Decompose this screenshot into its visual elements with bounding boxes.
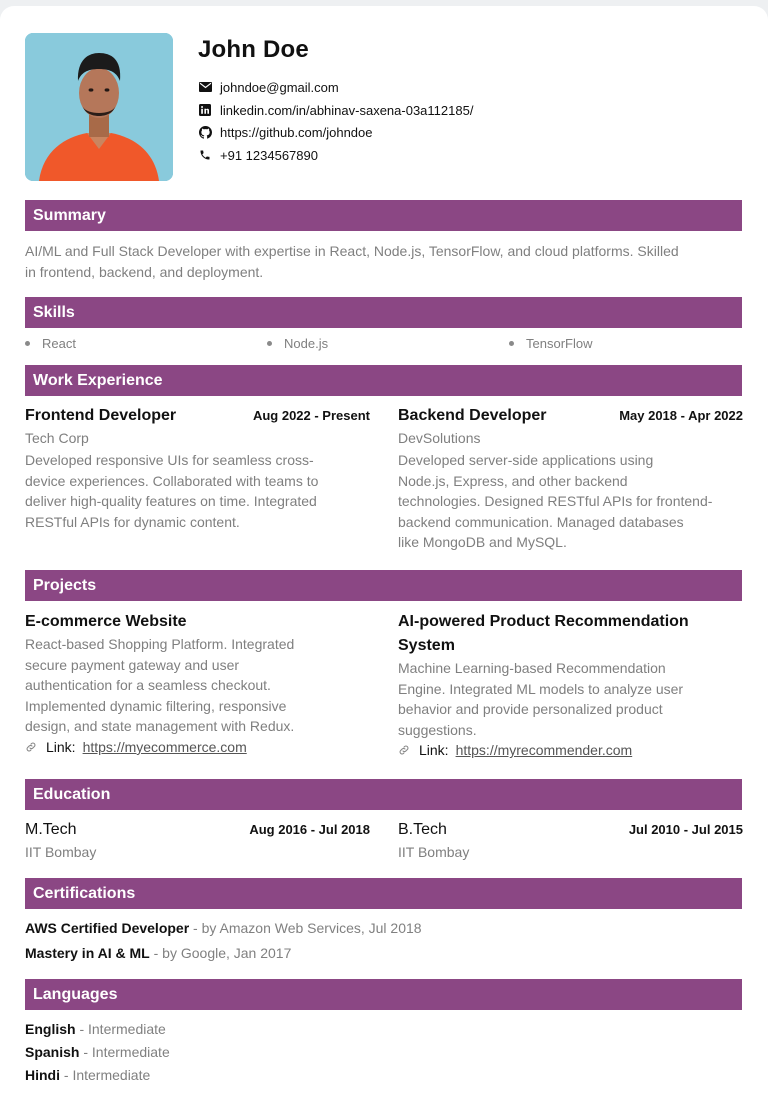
section-projects-header: Projects: [25, 570, 742, 601]
skill-item: React: [25, 336, 76, 351]
contact-phone[interactable]: +91 1234567890: [198, 144, 473, 167]
school-name: IIT Bombay: [398, 844, 470, 860]
language-level: - Intermediate: [60, 1067, 151, 1083]
education-dates: Aug 2016 - Jul 2018: [249, 822, 370, 837]
desc-line: Node.js, Express, and other backend: [398, 472, 628, 489]
project-description: [25, 634, 370, 737]
certification-name: Mastery in AI & ML: [25, 945, 150, 961]
certification-item: [25, 945, 291, 961]
phone-icon: [198, 148, 212, 162]
section-certifications-header: Certifications: [25, 878, 742, 909]
job-dates: May 2018 - Apr 2022: [619, 408, 743, 423]
contact-github[interactable]: https://github.com/johndoe: [198, 121, 473, 144]
skills-list: [25, 336, 742, 354]
contact-linkedin[interactable]: linkedin.com/in/abhinav-saxena-03a112185/: [198, 99, 473, 122]
language-item: [25, 1044, 170, 1060]
project-link[interactable]: https://myrecommender.com: [455, 742, 633, 759]
desc-line: RESTful APIs for dynamic content.: [25, 513, 240, 530]
summary-line: AI/ML and Full Stack Developer with expertise in React, Node.js, TensorFlow, and cloud platforms. Skilled: [25, 243, 679, 259]
resume-header: [25, 33, 742, 181]
degree: M.Tech: [25, 821, 77, 838]
language-item: [25, 1021, 166, 1037]
contact-list: [198, 76, 473, 167]
desc-line: deliver high-quality features on time. Integrated: [25, 493, 317, 510]
language-level: - Intermediate: [79, 1044, 170, 1060]
skill-item: TensorFlow: [509, 336, 592, 351]
linkedin-icon: [198, 103, 212, 117]
section-summary-header: Summary: [25, 200, 742, 231]
desc-line: Implemented dynamic filtering, responsive: [25, 697, 287, 714]
project-link-row: [25, 739, 370, 755]
project-title: [398, 610, 743, 658]
work-item: [398, 407, 743, 553]
project-link[interactable]: https://myecommerce.com: [82, 738, 247, 755]
language-name: English: [25, 1021, 76, 1037]
section-languages-header: Languages: [25, 979, 742, 1010]
job-description: [25, 450, 370, 532]
project-description: [398, 658, 743, 740]
contact-email[interactable]: johndoe@gmail.com: [198, 76, 473, 99]
language-level: - Intermediate: [75, 1021, 166, 1037]
title-line: AI-powered Product Recommendation: [398, 613, 689, 630]
school-name: IIT Bombay: [25, 844, 97, 860]
section-skills-header: Skills: [25, 297, 742, 328]
desc-line: technologies. Designed RESTful APIs for frontend-: [398, 493, 713, 510]
desc-line: Engine. Integrated ML models to analyze user: [398, 680, 684, 697]
job-dates: Aug 2022 - Present: [252, 408, 370, 423]
desc-line: suggestions.: [398, 721, 477, 738]
degree: B.Tech: [398, 821, 447, 838]
desc-line: Machine Learning-based Recommendation: [398, 660, 666, 676]
bullet-icon: [509, 341, 514, 346]
company-name: DevSolutions: [398, 430, 481, 446]
language-name: Spanish: [25, 1044, 80, 1060]
desc-line: authentication for a seamless checkout.: [25, 677, 271, 694]
desc-line: React-based Shopping Platform. Integrated: [25, 636, 295, 652]
link-icon: [398, 744, 410, 756]
project-item: [398, 610, 743, 758]
desc-line: Developed server-side applications using: [398, 452, 654, 468]
job-description: [398, 450, 743, 553]
link-icon: [25, 741, 37, 753]
desc-line: backend communication. Managed databases: [398, 513, 684, 530]
certification-item: [25, 920, 422, 936]
title-line: System: [398, 637, 455, 654]
project-title: E-commerce Website: [25, 613, 187, 630]
bullet-icon: [25, 341, 30, 346]
language-item: [25, 1067, 150, 1083]
link-label: Link:: [46, 738, 76, 755]
profile-photo: [25, 33, 173, 181]
resume-page: [0, 6, 768, 1095]
github-icon: [198, 126, 212, 140]
education-item: [398, 821, 743, 860]
education-item: [25, 821, 370, 860]
desc-line: like MongoDB and MySQL.: [398, 534, 567, 551]
section-education-header: Education: [25, 779, 742, 810]
education-dates: Jul 2010 - Jul 2015: [628, 822, 743, 837]
desc-line: Developed responsive UIs for seamless cross-: [25, 452, 314, 468]
company-name: Tech Corp: [25, 430, 89, 446]
work-item: [25, 407, 370, 532]
project-link-row: [398, 742, 743, 758]
desc-line: design, and state management with Redux.: [25, 718, 295, 735]
desc-line: device experiences. Collaborated with teams to: [25, 472, 319, 489]
link-label: Link:: [419, 742, 449, 759]
bullet-icon: [267, 341, 272, 346]
desc-line: behavior and provide personalized product: [398, 701, 663, 718]
candidate-name: John Doe: [198, 36, 309, 63]
job-title: Backend Developer: [398, 407, 547, 424]
summary-line: in frontend, backend, and deployment.: [25, 263, 264, 280]
desc-line: secure payment gateway and user: [25, 656, 240, 673]
summary-text: [25, 241, 745, 282]
certification-detail: - by Google, Jan 2017: [149, 945, 292, 961]
mail-icon: [198, 80, 212, 94]
project-item: [25, 610, 370, 755]
language-name: Hindi: [25, 1067, 60, 1083]
skill-item: Node.js: [267, 336, 328, 351]
section-work-header: Work Experience: [25, 365, 742, 396]
job-title: Frontend Developer: [25, 407, 177, 424]
certification-name: AWS Certified Developer: [25, 920, 190, 936]
certification-detail: - by Amazon Web Services, Jul 2018: [189, 920, 422, 936]
